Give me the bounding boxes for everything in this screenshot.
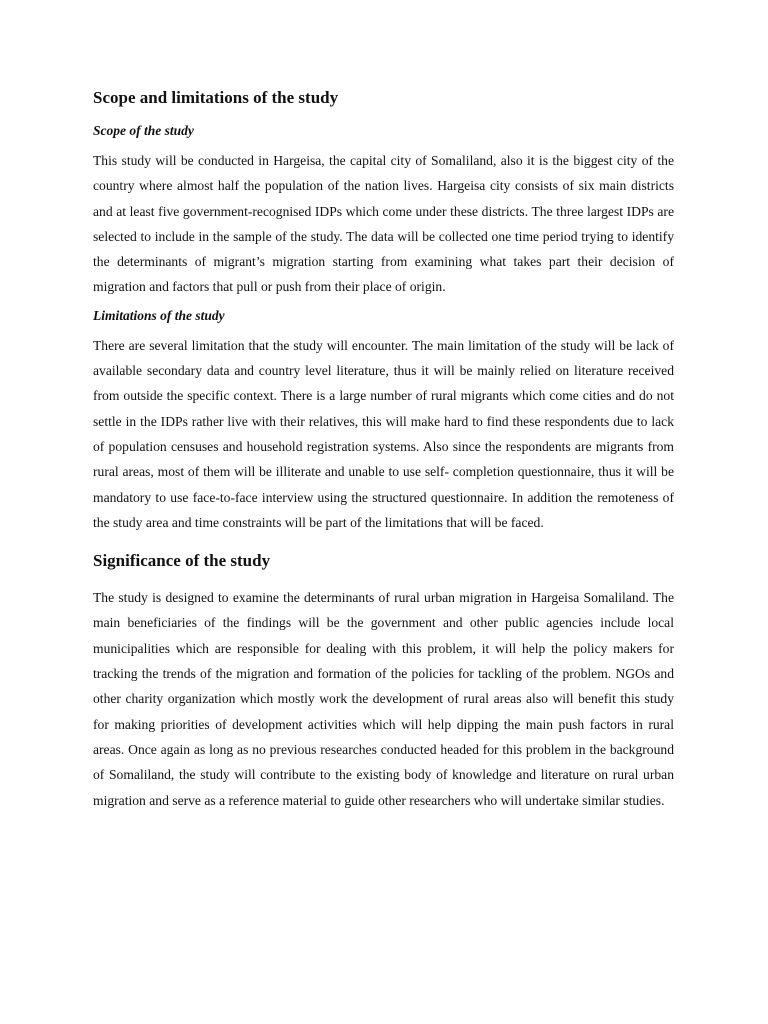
subheading-limitations: Limitations of the study — [93, 307, 225, 323]
paragraph-significance: The study is designed to examine the determinants of rural urban migration in Hargeisa Somaliland. The main beneficiaries of the findings will be the government and other public agencies include local municipalities which are responsible for dealing with this problem, it will help the policy makers for tracking the trends of the migration and formation of the policies for tackling of the problem. NGOs and other charity organization which mostly work the development of rural areas also will benefit this study for making priorities of development activities which will help dipping the main push factors in rural areas. Once again as long as no previous researches conducted headed for this problem in the background of Somaliland, the study will contribute to the existing body of knowledge and literature on rural urban migration and serve as a reference material to guide other researchers who will undertake similar studies. — [93, 590, 674, 808]
paragraph-limitations: There are several limitation that the study will encounter. The main limitation of the study will be lack of available secondary data and country level literature, thus it will be mainly relied on literature received from outside the specific context. There is a large number of rural migrants which come cities and do not settle in the IDPs rather live with their relatives, this will make hard to find these respondents due to lack of population censuses and household registration systems. Also since the respondents are migrants from rural areas, most of them will be illiterate and unable to use self- completion questionnaire, thus it will be mandatory to use face-to-face interview using the structured questionnaire. In addition the remoteness of the study area and time constraints will be part of the limitations that will be faced. — [93, 337, 674, 530]
subheading-scope: Scope of the study — [93, 123, 194, 138]
paragraph-scope: This study will be conducted in Hargeisa, the capital city of Somaliland, also it is the biggest city of the country where almost half the population of the nation lives. Hargeisa city consists of six main districts and at least five government-recognised IDPs which come under these districts. The three largest IDPs are selected to include in the sample of the study. The data will be collected one time period trying to identify the determinants of migrant’s migration starting from examining what takes part their decision of migration and factors that pull or push from their place of origin. — [93, 153, 674, 295]
section-title-significance: Significance of the study — [93, 551, 271, 571]
section-title-scope-and-limitations: Scope and limitations of the study — [93, 88, 339, 107]
document-content — [93, 86, 674, 819]
